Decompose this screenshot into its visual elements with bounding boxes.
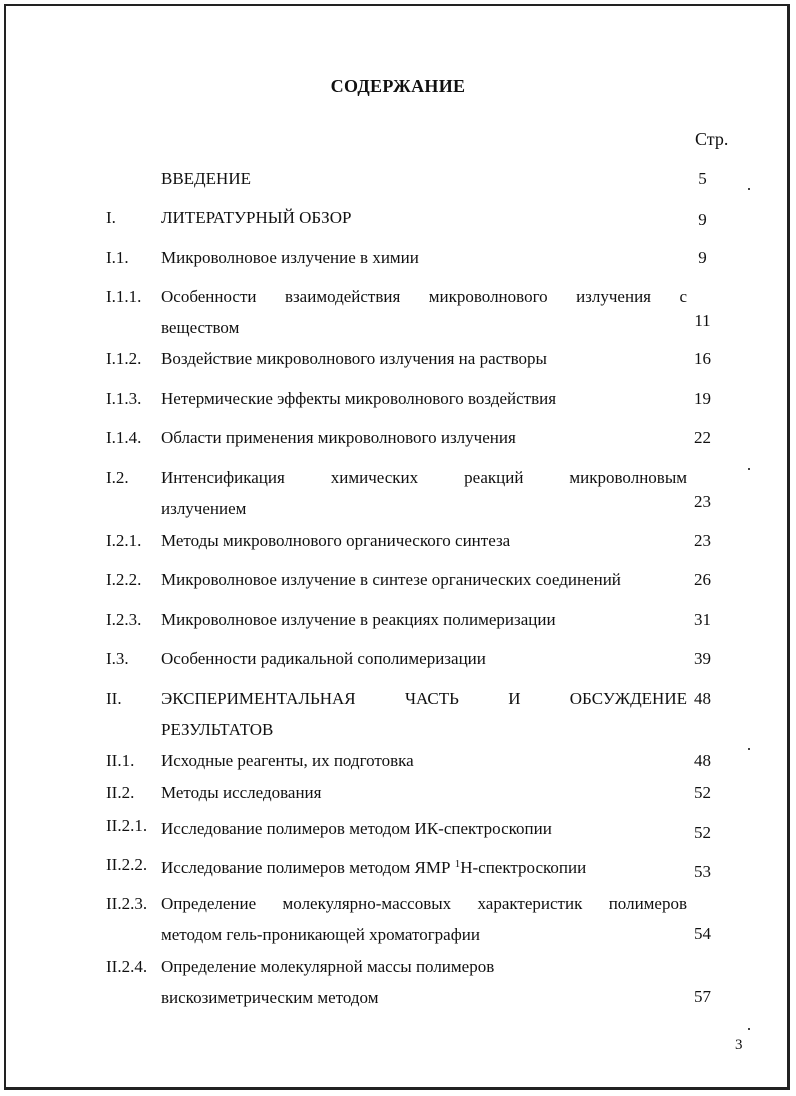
footer-page-number: 3 <box>735 1037 743 1053</box>
toc-entry-number: I.3. <box>106 649 129 668</box>
scan-speck <box>748 748 750 750</box>
toc-entry-page: 53 <box>694 862 711 881</box>
toc-entry-number: I.1.2. <box>106 349 142 368</box>
toc-entry-text: Нетермические эффекты микроволнового воздействия <box>161 389 557 408</box>
toc-entry-text <box>161 852 687 883</box>
toc-entry-page: 9 <box>698 248 707 267</box>
scan-speck <box>748 1028 750 1030</box>
toc-entry-number: I.2.2. <box>106 570 142 589</box>
toc-entry-page: 54 <box>694 924 711 943</box>
toc-entry-page: 52 <box>694 823 711 842</box>
toc-entry-page: 39 <box>694 649 711 668</box>
toc-entry-page: 52 <box>694 783 711 802</box>
toc-entry-text-continued: РЕЗУЛЬТАТОВ <box>161 720 274 739</box>
toc-entry-text: Особенности радикальной сополимеризации <box>161 649 486 668</box>
page-column-label: Стр. <box>695 129 729 149</box>
scan-speck <box>748 468 750 470</box>
toc-entry-text: Интенсификация химических реакций микроволновым <box>161 468 687 487</box>
toc-entry-text: Методы исследования <box>161 783 322 802</box>
toc-entry-number: I.1.4. <box>106 428 142 447</box>
toc-entry-page: 31 <box>694 610 711 629</box>
toc-entry-text: Микроволновое излучение в химии <box>161 248 419 267</box>
toc-entry-text: Исследование полимеров методом ИК-спектроскопии <box>161 819 552 838</box>
toc-entry-number: I.2.1. <box>106 531 142 550</box>
toc-entry-text: Методы микроволнового органического синтеза <box>161 531 511 550</box>
toc-entry-number: I. <box>106 208 116 227</box>
toc-entry-page: 9 <box>698 210 707 229</box>
page-title: СОДЕРЖАНИЕ <box>330 76 466 96</box>
toc-entry-page: 5 <box>698 169 707 188</box>
toc-entry-text-continued: вискозиметрическим методом <box>161 988 379 1007</box>
toc-entry-number: II.2. <box>106 783 135 802</box>
toc-entry-number: I.1. <box>106 248 129 267</box>
toc-entry-number: I.2.3. <box>106 610 142 629</box>
toc-entry-text: Воздействие микроволнового излучения на растворы <box>161 349 547 368</box>
toc-entry-page: 26 <box>694 570 711 589</box>
toc-entry-number: II.2.1. <box>106 816 148 835</box>
toc-entry-number: II.1. <box>106 751 135 770</box>
toc-entry-text-continued: веществом <box>161 318 240 337</box>
toc-entry-text: Особенности взаимодействия микроволнового излучения с <box>161 287 687 306</box>
toc-entry-page: 16 <box>694 349 711 368</box>
toc-entry-text: Исходные реагенты, их подготовка <box>161 751 414 770</box>
toc-entry-text: Области применения микроволнового излучения <box>161 428 516 447</box>
toc-entry-number: II.2.4. <box>106 957 148 976</box>
toc-entry-page: 11 <box>694 311 711 330</box>
toc-entry-text: Определение молекулярно-массовых характеристик полимеров <box>161 894 687 913</box>
toc-entry-page: 22 <box>694 428 711 447</box>
toc-entry-number: II. <box>106 689 122 708</box>
toc-entry-page: 57 <box>694 987 711 1006</box>
toc-entry-page: 48 <box>694 689 711 708</box>
toc-entry-number: I.2. <box>106 468 129 487</box>
toc-entry-text: Определение молекулярной массы полимеров <box>161 957 495 976</box>
toc-entry-text-part: Исследование полимеров методом ЯМР <box>161 858 455 877</box>
toc-entry-page: 23 <box>694 531 711 550</box>
toc-entry-text: Микроволновое излучение в реакциях полимеризации <box>161 610 556 629</box>
toc-entry-text: ВВЕДЕНИЕ <box>161 169 251 188</box>
toc-entry-text: ЛИТЕРАТУРНЫЙ ОБЗОР <box>161 208 352 227</box>
toc-entry-number: II.2.2. <box>106 855 148 874</box>
toc-entry-text-continued: излучением <box>161 499 247 518</box>
toc-entry-number: I.1.1. <box>106 287 142 306</box>
toc-entry-page: 19 <box>694 389 711 408</box>
toc-entry-text-part: Н-спектроскопии <box>460 858 587 877</box>
toc-entry-text: ЭКСПЕРИМЕНТАЛЬНАЯ ЧАСТЬ И ОБСУЖДЕНИЕ <box>161 689 687 708</box>
toc-entry-page: 48 <box>694 751 711 770</box>
toc-entry-number: I.1.3. <box>106 389 142 408</box>
toc-entry-text: Микроволновое излучение в синтезе органических соединений <box>161 570 621 589</box>
superscript: 1 <box>454 858 461 870</box>
toc-entry-text-continued: методом гель-проникающей хроматографии <box>161 925 480 944</box>
scan-speck <box>748 188 750 190</box>
toc-entry-number: II.2.3. <box>106 894 148 913</box>
toc-entry-page: 23 <box>694 492 711 511</box>
